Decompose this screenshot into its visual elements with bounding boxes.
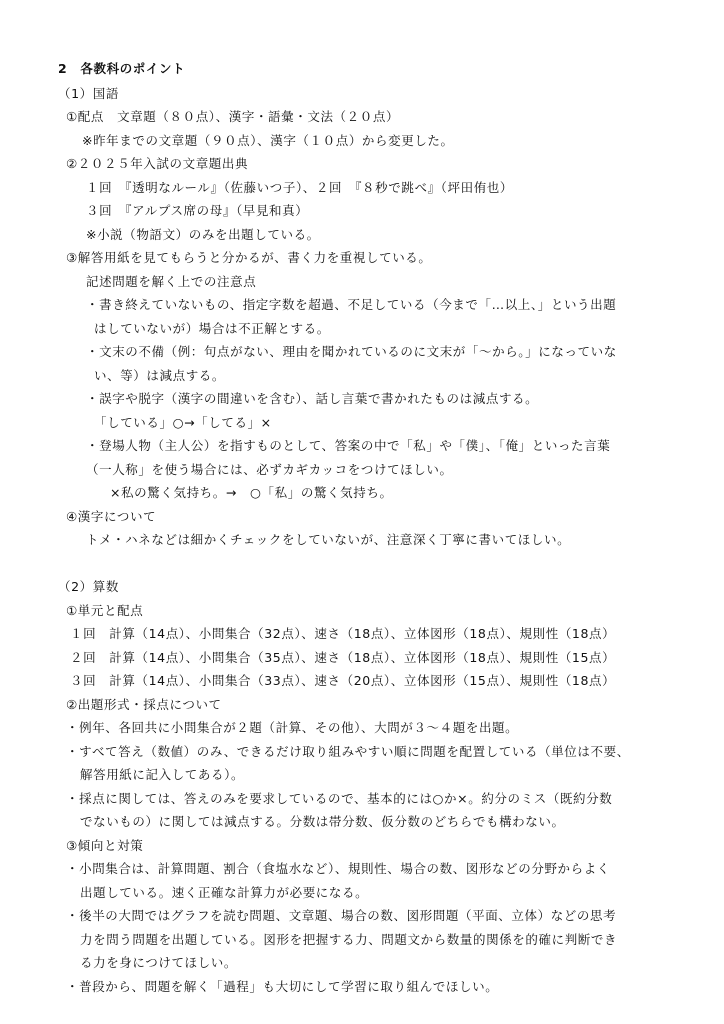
text-line: ・誤字や脱字（漢字の間違いを含む）、話し言葉で書かれたものは減点する。 [86, 391, 539, 406]
text-line: ②出題形式・採点について [66, 697, 222, 712]
text-line: ・後半の大問ではグラフを読む問題、文章題、場合の数、図形問題（平面、立体）などの思考 [66, 908, 617, 923]
text-line: ①単元と配点 [66, 603, 144, 618]
text-line: トメ・ハネなどは細かくチェックをしていないが、注意深く丁寧に書いてほしい。 [86, 532, 571, 547]
text-line: ・例年、各回共に小問集合が２題（計算、その他）、大問が３〜４題を出題。 [66, 720, 519, 735]
text-line: でないもの）に関しては減点する。分数は帯分数、仮分数のどちらでも構わない。 [80, 814, 565, 829]
text-line: ③解答用紙を見てもらうと分かるが、書く力を重視している。 [66, 250, 432, 265]
text-line: １回 『透明なルール』（佐藤いつ子）、２回 『８秒で跳べ』（坪田侑也） [86, 180, 514, 195]
text-line: ・小問集合は、計算問題、割合（食塩水など）、規則性、場合の数、図形などの分野からよく [66, 861, 610, 876]
text-line: 力を問う問題を出題している。図形を把握する力、問題文から数量的関係を的確に判断でき [80, 932, 618, 947]
text-line: ②２０２５年入試の文章題出典 [66, 156, 249, 171]
text-line: ×私の驚く気持ち。→ ○「私」の驚く気持ち。 [110, 485, 393, 500]
text-line: ３回 『アルプス席の母』（早見和真） [86, 203, 309, 218]
text-line: ③傾向と対策 [66, 838, 144, 853]
text-line: ・採点に関しては、答えのみを要求しているので、基本的には○か×。約分のミス（既約分数 [66, 791, 613, 806]
text-line: （1）国語 [58, 86, 119, 101]
text-line: 解答用紙に記入してある）。 [80, 767, 245, 782]
text-line: ①配点 文章題（８０点）、漢字・語彙・文法（２０点） [66, 109, 400, 124]
text-line: １回 計算（14点）、小問集合（32点）、速さ（18点）、立体図形（18点）、規則性（18点） [70, 626, 616, 641]
text-line: 出題している。速く正確な計算力が必要になる。 [80, 885, 369, 900]
text-line: る力を身につけてほしい。 [80, 955, 237, 970]
text-line: ・書き終えていないもの、指定字数を超過、不足している（今まで「…以上、」という出題 [86, 297, 617, 312]
text-line: ・登場人物（主人公）を指すものとして、答案の中で「私」や「僕」、「俺」といった言葉 [86, 438, 611, 453]
text-line: ２回 計算（14点）、小問集合（35点）、速さ（18点）、立体図形（18点）、規則性（15点） [70, 650, 616, 665]
text-line: 「している」○→「してる」× [94, 415, 272, 430]
text-line: ④漢字について [66, 509, 157, 524]
text-line: （一人称」を使う場合には、必ずカギカッコをつけてほしい。 [86, 462, 453, 477]
text-line: はしていないが）場合は不正解とする。 [94, 321, 330, 336]
text-line: （2）算数 [58, 579, 119, 594]
text-line: ※昨年までの文章題（９０点）、漢字（１０点）から変更した。 [82, 133, 454, 148]
text-line: ・普段から、問題を解く「過程」も大切にして学習に取り組んでほしい。 [66, 979, 499, 994]
text-line: 記述問題を解く上での注意点 [86, 274, 257, 289]
text-line: 2 各教科のポイント [58, 61, 186, 76]
text-line: ・すべて答え（数値）のみ、できるだけ取り組みやすい順に問題を配置している（単位は不要、 [66, 744, 630, 759]
text-line: い、等）は減点する。 [94, 368, 226, 383]
text-line: ・文末の不備（例：句点がない、理由を聞かれているのに文末が「〜から。」になっていな [86, 344, 617, 359]
text-line: ※小説（物語文）のみを出題している。 [86, 227, 320, 242]
text-line: ３回 計算（14点）、小問集合（33点）、速さ（20点）、立体図形（15点）、規則性（18点） [70, 673, 616, 688]
